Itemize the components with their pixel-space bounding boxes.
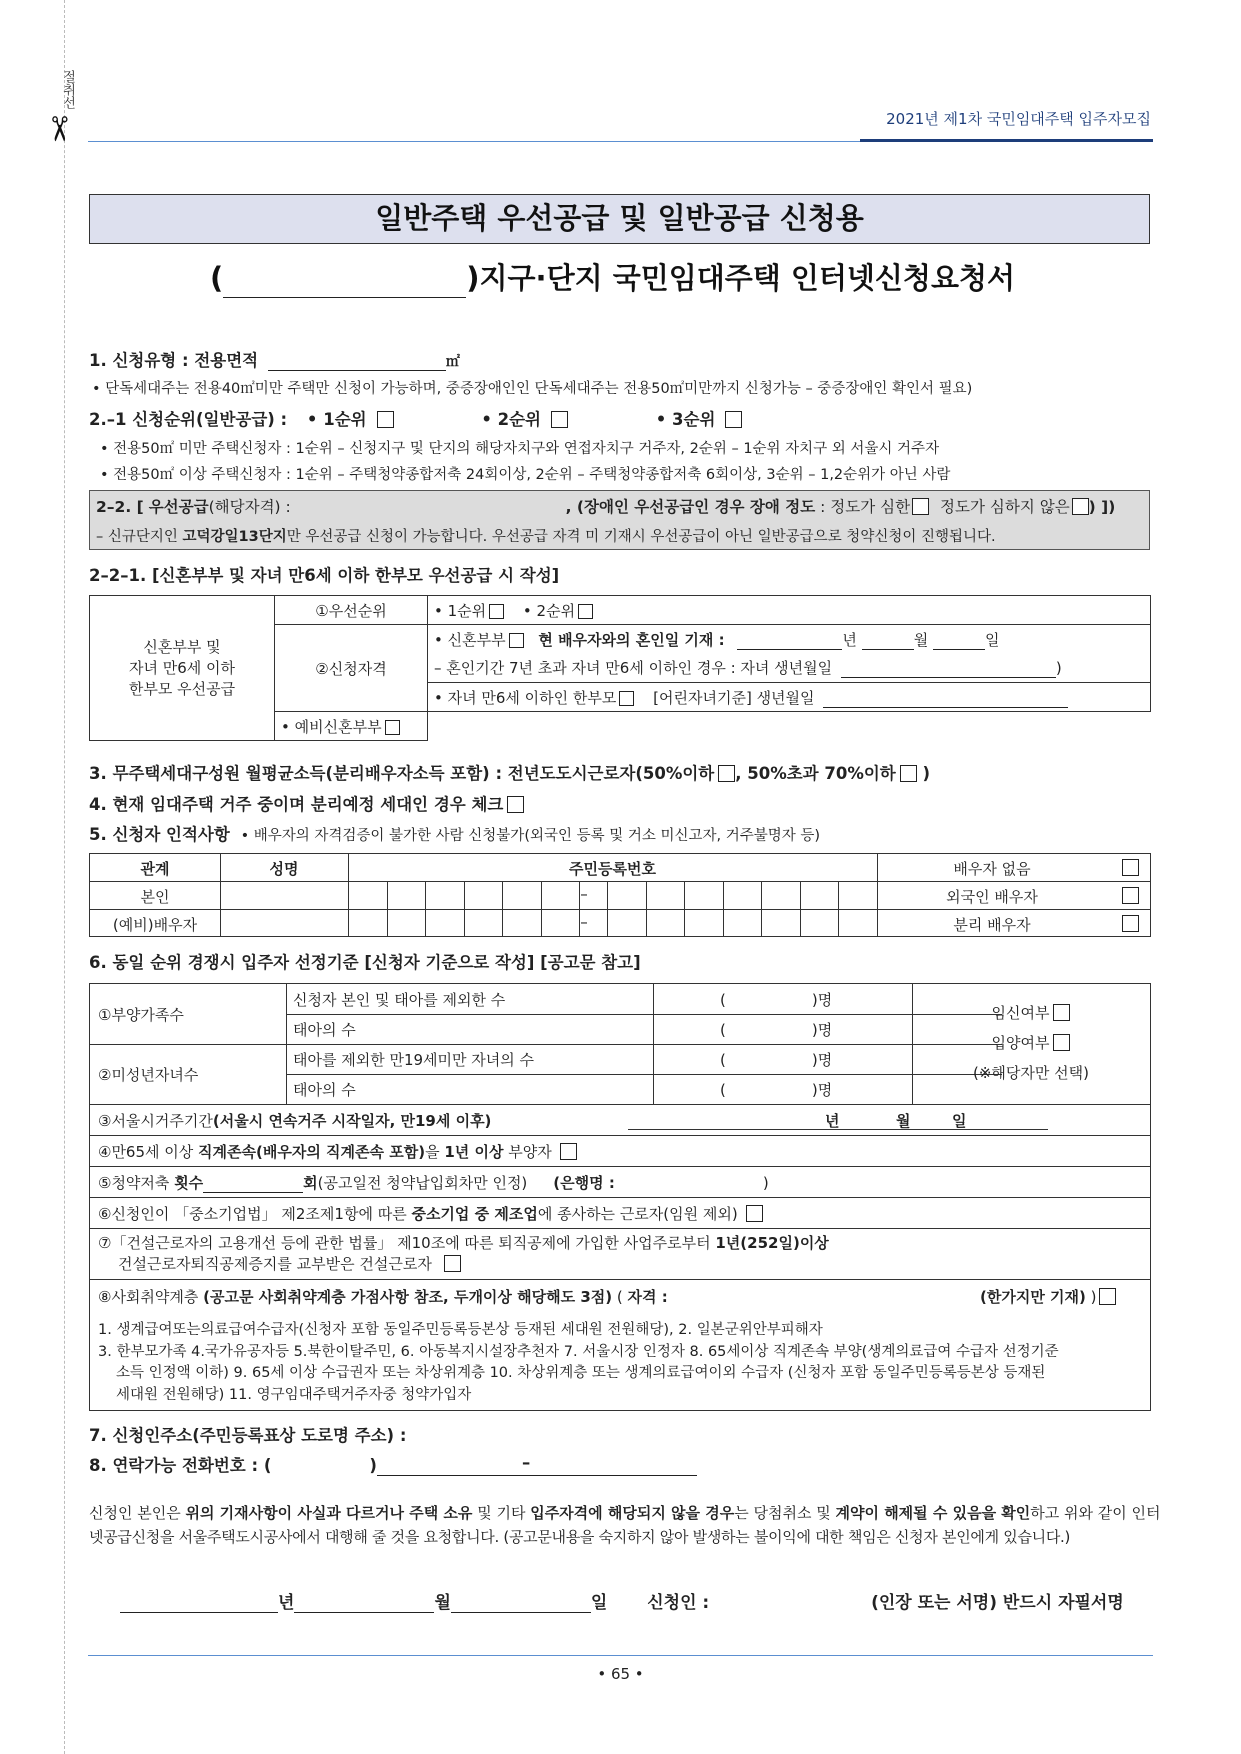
not-severe-label: 정도가 심하지 않은 <box>940 498 1070 516</box>
s22-note-a: – 신규단지인 <box>96 529 183 545</box>
declaration-line2: 넷공급신청을 서울주택도시공사에서 대행해 줄 것을 요청합니다. (공고문내용을 숙지하지 않아 발생하는 불이익에 대한 책임은 신청자 본인에게 있습니다.) <box>89 1528 1071 1546</box>
personal-table <box>89 853 1151 937</box>
r5-b: 횟수 <box>174 1174 204 1192</box>
separation-checkbox[interactable] <box>507 796 524 813</box>
ssn-cell-divider <box>838 881 839 936</box>
r5-row <box>98 1172 769 1193</box>
paren-open: ( <box>720 1021 726 1039</box>
disability-label: , (장애인 우선공급인 경우 장애 정도 <box>565 498 816 516</box>
pregnant-label: 임신여부 <box>991 1004 1050 1022</box>
count-unit: )명 <box>811 1081 833 1099</box>
dep2-label: 태아의 수 <box>293 1021 356 1039</box>
severe-checkbox[interactable] <box>912 498 929 515</box>
sign-month-input[interactable] <box>294 1592 434 1613</box>
s21-note1: • 전용50㎡ 미만 주택신청자 : 1순위 – 신청지구 및 단지의 해당자치구와 연접자치구 거주자, 2순위 – 1순위 자치구 외 서울시 거주자 <box>100 441 940 457</box>
pre-newlywed-label: • 예비신혼부부 <box>281 717 382 736</box>
severe-label: : 정도가 심한 <box>820 498 911 516</box>
r5-a: ⑤청약저축 <box>98 1174 175 1192</box>
ssn-cell-divider <box>646 881 647 936</box>
s1-label: 1. 신청유형 : 전용면적 <box>89 351 259 370</box>
rank2-checkbox[interactable] <box>551 411 568 428</box>
r8-f: ) <box>1085 1288 1097 1306</box>
r3-year: 년 <box>825 1112 840 1130</box>
r8-list4: 세대원 전원해당) 11. 영구임대주택거주자중 청약가입자 <box>116 1386 472 1403</box>
cut-label: 절취선 <box>60 70 75 109</box>
separate-spouse-label: 분리 배우자 <box>953 916 1031 934</box>
marriage-day-label: 일 <box>984 630 1000 649</box>
newlywed-checkbox[interactable] <box>509 633 524 648</box>
income-70-checkbox[interactable] <box>900 765 917 782</box>
r4-c: 을 <box>425 1143 445 1161</box>
ssn-cell-divider <box>502 881 503 936</box>
col-relation: 관계 <box>140 860 170 878</box>
ssn-cell-divider <box>607 881 608 936</box>
minor1-label: 태아를 제외한 만19세미만 자녀의 수 <box>293 1051 535 1069</box>
adopt-label: 입양여부 <box>991 1034 1050 1052</box>
p1-label: • 1순위 <box>434 601 487 620</box>
r4-d: 1년 이상 <box>444 1143 504 1161</box>
marriage-date-label: 현 배우자와의 혼인일 기재 : <box>538 630 725 649</box>
s221-title: 2–2–1. [신혼부부 및 자녀 만6세 이하 한부모 우선공급 시 작성] <box>89 566 560 585</box>
title-suffix: )지구·단지 국민임대주택 인터넷신청요청서 <box>466 261 1015 295</box>
p2-label: • 2순위 <box>522 601 576 620</box>
s6-table <box>89 983 1151 1411</box>
separate-spouse-checkbox[interactable] <box>1122 915 1139 932</box>
marriage-month-input[interactable] <box>862 633 914 650</box>
s4-row <box>89 791 524 815</box>
decl-b: 위의 기재사항이 사실과 다르거나 주택 소유 <box>185 1504 473 1522</box>
over7-row <box>428 654 1151 683</box>
decl-g: 하고 위와 같이 인터 <box>1030 1504 1161 1522</box>
youngest-birth-input[interactable] <box>823 691 1068 708</box>
adopt-checkbox[interactable] <box>1053 1034 1070 1051</box>
cut-line <box>64 0 65 1754</box>
r5-count-input[interactable] <box>203 1176 303 1193</box>
r3-month: 월 <box>896 1112 911 1130</box>
s1-unit: ㎡ <box>445 354 460 370</box>
r5-d: (공고일전 청약납입회차만 인정) <box>317 1174 528 1192</box>
s22-close: ) ]) <box>1088 498 1116 516</box>
newlywed-row <box>428 625 1151 654</box>
decl-f: 계약이 해제될 수 있음을 확인 <box>835 1504 1031 1522</box>
s221-left3: 한부모 우선공급 <box>128 679 236 698</box>
phone-number-input[interactable] <box>377 1455 697 1476</box>
count-unit: )명 <box>811 1051 833 1069</box>
not-severe-checkbox[interactable] <box>1072 498 1089 515</box>
r8-list2: 3. 한부모가족 4.국가유공자등 5.북한이탈주민, 6. 아동복지시설장추천자 7. 서울시장 인정자 8. 65세이상 직계존속 부양(생계의료급여 수급자 선정기준 <box>98 1343 1059 1360</box>
title-line2 <box>210 258 1060 298</box>
r4-row <box>98 1141 577 1162</box>
single-parent-label: • 자녀 만6세 이하인 한부모 <box>434 688 617 707</box>
marriage-year-input[interactable] <box>737 633 842 650</box>
r7-b: 1년(252일)이상 <box>715 1234 829 1252</box>
pregnant-row <box>912 1002 1150 1023</box>
marriage-year-label: 년 <box>842 630 857 649</box>
dep2-count[interactable] <box>720 1019 870 1040</box>
declaration <box>89 1501 1161 1549</box>
r7-a: ⑦「건설근로자의 고용개선 등에 관한 법률」 제10조에 따른 퇴직공제에 가입한 사업주로부터 <box>98 1234 716 1252</box>
area-input[interactable] <box>268 350 446 371</box>
row-spouse: (예비)배우자 <box>112 916 198 934</box>
sign-year-input[interactable] <box>120 1592 278 1613</box>
paren-open: ( <box>720 1081 726 1099</box>
r8-c: ( <box>612 1288 628 1306</box>
r3-row <box>98 1110 491 1131</box>
s4-label: 4. 현재 임대주택 거주 중이며 분리예정 세대인 경우 체크 <box>89 795 504 814</box>
income-50-checkbox[interactable] <box>718 765 735 782</box>
row-self: 본인 <box>140 888 170 906</box>
r4-e: 부양자 <box>503 1143 552 1161</box>
r5-c: 회 <box>303 1174 318 1192</box>
s3-opt2: , 50%초과 70%이하 <box>735 764 896 783</box>
sign-year-label: 년 <box>278 1593 295 1613</box>
pre-newlywed-cell <box>275 712 428 741</box>
s1-note: • 단독세대주는 전용40㎡미만 주택만 신청이 가능하며, 중증장애인인 단독세대주는 전용50㎡미만까지 신청가능 – 중증장애인 확인서 필요) <box>92 381 973 397</box>
header-title: 2021년 제1차 국민임대주택 입주자모집 <box>886 110 1151 128</box>
r3-a: ③서울시거주기간 <box>98 1112 213 1130</box>
s22-prefix: 2–2. [ <box>96 498 144 516</box>
qual-label: ②신청자격 <box>275 625 428 712</box>
s1-row <box>89 347 460 371</box>
s8-row <box>89 1452 697 1476</box>
s221-left-cell <box>90 596 275 741</box>
priority-options <box>428 596 1151 625</box>
r8-a: ⑧사회취약계층 <box>98 1288 204 1306</box>
name-self-input[interactable] <box>221 882 347 908</box>
r8-list1: 1. 생계급여또는의료급여수급자(신청자 포함 동일주민등록등본상 등재된 세대원 전원해당), 2. 일본군위안부피해자 <box>98 1322 823 1338</box>
minor-label: ②미성년자녀수 <box>98 1066 199 1084</box>
priority-label: ①우선순위 <box>275 596 428 625</box>
s5-label: 5. 신청자 인적사항 <box>89 825 230 844</box>
sign-month-label: 월 <box>434 1593 451 1613</box>
foreign-spouse-checkbox[interactable] <box>1122 887 1139 904</box>
ssn-cell-divider <box>684 881 685 936</box>
s22-label-rest: (해당자격) : <box>208 498 291 516</box>
count-unit: )명 <box>811 991 833 1009</box>
no-spouse-checkbox[interactable] <box>1122 859 1139 876</box>
youngest-label: [어린자녀기준] 생년월일 <box>653 688 815 707</box>
r4-checkbox[interactable] <box>560 1143 577 1160</box>
s21-note2: • 전용50㎡ 이상 주택신청자 : 1순위 – 주택청약종합저축 24회이상, 2순위 – 주택청약종합저축 6회이상, 3순위 – 1,2순위가 아닌 사람 <box>100 467 951 483</box>
r8-right <box>980 1286 1116 1307</box>
p2-checkbox[interactable] <box>578 604 593 619</box>
ssn-cell-divider <box>761 881 762 936</box>
r8-b: (공고문 사회취약계층 가점사항 참조, 두개이상 해당해도 3점) <box>203 1288 613 1306</box>
ssn-cell-divider <box>464 881 465 936</box>
r7-row <box>98 1233 829 1275</box>
r3-b: (서울시 연속거주 시작일자, 만19세 이후) <box>212 1112 492 1130</box>
dep1-count[interactable] <box>720 989 870 1010</box>
r8-checkbox[interactable] <box>1099 1288 1116 1305</box>
s221-left1: 신혼부부 및 <box>143 637 221 656</box>
ssn-dash-spouse: – <box>580 913 588 931</box>
dep1-label: 신청자 본인 및 태아를 제외한 수 <box>293 991 506 1009</box>
scissors-icon: ✂ <box>38 114 79 144</box>
s22-note <box>96 525 996 546</box>
r8-list3: 소득 인정액 이하) 9. 65세 이상 수급권자 또는 차상위계층 10. 차상위계층 또는 생계의료급여이외 수급자 (신청자 포함 동일주민등록등본상 등재된 <box>116 1365 1046 1381</box>
minor2-count[interactable] <box>720 1079 870 1100</box>
s3-close: ) <box>922 764 931 783</box>
r5-bank: (은행명 : <box>553 1174 615 1192</box>
r6-a: ⑥신청인이 「중소기업법」 제2조제1항에 따른 <box>98 1205 412 1223</box>
s3-row <box>89 760 930 784</box>
rank2-label: • 2순위 <box>481 410 541 429</box>
s5-note: • 배우자의 자격검증이 불가한 사람 신청불가(외국인 등록 및 거소 미신고자, 거주불명자 등) <box>240 828 821 844</box>
title-open-paren: ( <box>210 261 224 295</box>
col-ssn: 주민등록번호 <box>569 860 656 878</box>
phone-dash: – <box>521 1453 531 1472</box>
ssn-cell-divider <box>541 881 542 936</box>
over7-close: ) <box>1055 659 1062 678</box>
s22-row <box>96 495 1115 517</box>
minor2-label: 태아의 수 <box>293 1081 356 1099</box>
foreign-spouse-label: 외국인 배우자 <box>946 888 1038 906</box>
sign-day-label: 일 <box>590 1593 608 1613</box>
r6-row <box>98 1203 763 1224</box>
r8-list <box>98 1320 1059 1406</box>
rank3-checkbox[interactable] <box>725 411 742 428</box>
paren-open: ( <box>720 1051 726 1069</box>
over7-label: – 혼인기간 7년 초과 자녀 만6세 이하인 경우 : 자녀 생년월일 <box>434 659 833 678</box>
minor1-count[interactable] <box>720 1049 870 1070</box>
signature-row <box>120 1588 1124 1613</box>
r7-c: 건설근로자퇴직공제증지를 교부받은 건설근로자 <box>118 1255 432 1273</box>
s22-note-bold: 고덕강일13단지 <box>182 529 287 545</box>
ssn-cell-divider <box>425 881 426 936</box>
newlywed-label: • 신혼부부 <box>434 630 506 649</box>
s22-label: 우선공급 <box>148 498 209 516</box>
declaration-line1 <box>89 1501 1161 1525</box>
rank1-label: • 1순위 <box>306 410 367 429</box>
r4-a: ④만65세 이상 <box>98 1143 199 1161</box>
s8-close: ) <box>369 1456 377 1475</box>
ssn-cell-divider <box>387 881 388 936</box>
r3-day: 일 <box>952 1112 967 1130</box>
r8-e: (한가지만 기재) <box>980 1288 1086 1306</box>
ssn-dash-self: – <box>580 885 588 903</box>
count-unit: )명 <box>811 1021 833 1039</box>
r8-d: 자격 : <box>627 1288 668 1306</box>
r6-c: 에 종사하는 근로자(임원 제외) <box>537 1205 738 1223</box>
s3-label: 3. 무주택세대구성원 월평균소득(분리배우자소득 포함) : 전년도도시근로자(50%이하 <box>89 764 715 783</box>
dep-label: ①부양가족수 <box>98 1006 184 1024</box>
header-rule-accent <box>860 139 1153 142</box>
select-note: (※해당자만 선택) <box>973 1064 1089 1082</box>
rank1-checkbox[interactable] <box>377 411 394 428</box>
s221-left2: 자녀 만6세 이하 <box>128 658 236 677</box>
p1-checkbox[interactable] <box>489 604 504 619</box>
rank3-label: • 3순위 <box>655 410 716 429</box>
no-spouse-label: 배우자 없음 <box>953 860 1031 878</box>
pre-newlywed-checkbox[interactable] <box>385 720 400 735</box>
col-name: 성명 <box>269 860 299 878</box>
title-line1: 일반주택 우선공급 및 일반공급 신청용 <box>375 201 864 235</box>
s8-label: 8. 연락가능 전화번호 : ( <box>89 1456 272 1475</box>
r5-close: ) <box>762 1174 769 1192</box>
applicant-label: 신청인 : <box>647 1593 710 1613</box>
footer-rule <box>88 1655 1153 1656</box>
sign-note: (인장 또는 서명) 반드시 자필서명 <box>871 1593 1124 1613</box>
r6-checkbox[interactable] <box>746 1205 763 1222</box>
r7-checkbox[interactable] <box>444 1255 461 1272</box>
decl-d: 입주자격에 해당되지 않을 경우 <box>530 1504 735 1522</box>
decl-a: 신청인 본인은 <box>89 1504 186 1522</box>
s6-title: 6. 동일 순위 경쟁시 입주자 선정기준 [신청자 기준으로 작성] [공고문 참고] <box>89 953 641 972</box>
name-spouse-input[interactable] <box>221 910 347 936</box>
r4-b: 직계존속(배우자의 직계존속 포함) <box>198 1143 426 1161</box>
title-box <box>89 194 1150 244</box>
single-parent-checkbox[interactable] <box>619 691 634 706</box>
single-parent-row <box>428 683 1151 712</box>
s221-table <box>89 595 1151 741</box>
s5-row <box>89 821 820 845</box>
child-birth-input[interactable] <box>841 661 1056 678</box>
marriage-month-label: 월 <box>913 630 929 649</box>
decl-c: 및 기타 <box>472 1504 531 1522</box>
adopt-row <box>912 1032 1150 1053</box>
pregnant-checkbox[interactable] <box>1053 1004 1070 1021</box>
decl-e: 는 당첨취소 및 <box>734 1504 836 1522</box>
marriage-day-input[interactable] <box>933 633 985 650</box>
r6-b: 중소기업 중 제조업 <box>411 1205 538 1223</box>
s22-note-b: 만 우선공급 신청이 가능합니다. 우선공급 자격 미 기재시 우선공급이 아닌 일반공급으로 청약신청이 진행됩니다. <box>286 529 996 545</box>
s21-label: 2.–1 신청순위(일반공급) : <box>89 410 288 429</box>
s7-label: 7. 신청인주소(주민등록표상 도로명 주소) : <box>89 1426 407 1445</box>
page-number: • 65 • <box>597 1665 644 1683</box>
paren-open: ( <box>720 991 726 1009</box>
district-input[interactable] <box>223 267 466 298</box>
sign-day-input[interactable] <box>451 1592 591 1613</box>
ssn-cell-divider <box>800 881 801 936</box>
ssn-cell-divider <box>723 881 724 936</box>
s21-row <box>89 406 742 430</box>
